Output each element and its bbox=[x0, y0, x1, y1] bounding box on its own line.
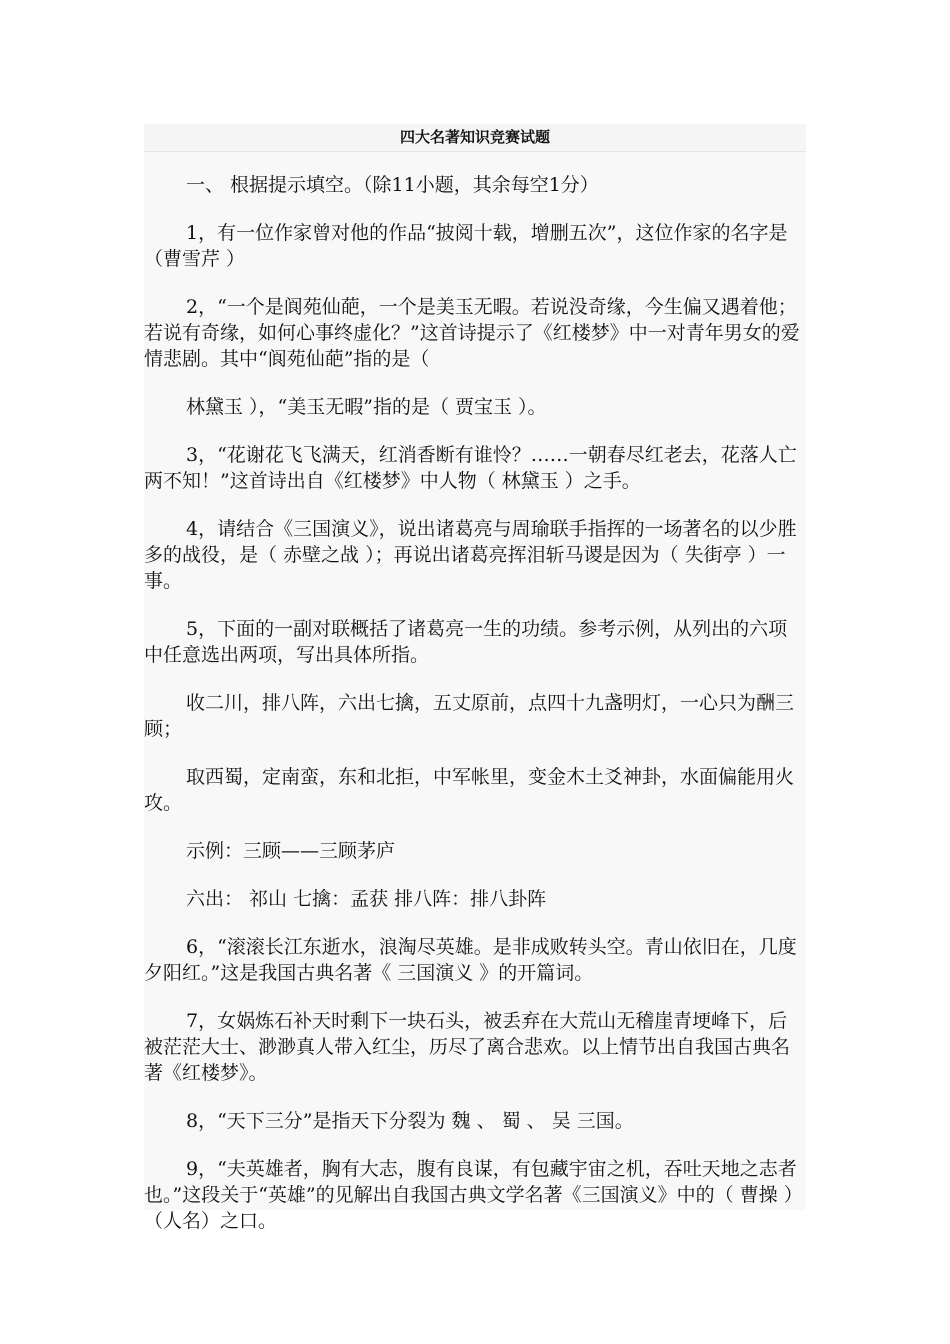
question-3: 3，“花谢花飞飞满天，红消香断有谁怜？……一朝春尽红老去，花落人亡两不知！”这首诗出自《红楼梦》中人物（ 林黛玉 ）之手。 bbox=[144, 444, 797, 492]
question-2: 2，“一个是阆苑仙葩，一个是美玉无暇。若说没奇缘，今生偏又遇着他；若说有奇缘，如何心事终虚化？”这首诗提示了《红楼梦》中一对青年男女的爱情悲剧。其中“阆苑仙葩”指的是（ bbox=[144, 296, 800, 370]
question-2-answers: 林黛玉 ），“美玉无暇”指的是（ 贾宝玉 ）。 bbox=[186, 396, 547, 418]
question-5: 5，下面的一副对联概括了诸葛亮一生的功绩。参考示例，从列出的六项中任意选出两项，写出具体所指。 bbox=[144, 618, 788, 666]
question-4: 4，请结合《三国演义》，说出诸葛亮与周瑜联手指挥的一场著名的以少胜多的战役，是（ 赤壁之战 ）；再说出诸葛亮挥泪斩马谡是因为（ 失街亭 ）一事。 bbox=[144, 518, 797, 592]
question-1: 1，有一位作家曾对他的作品“披阅十载，增删五次”，这位作家的名字是（曹雪芹 ） bbox=[144, 222, 788, 270]
document-title: 四大名著知识竞赛试题 bbox=[144, 124, 806, 152]
question-6: 6，“滚滚长江东逝水，浪淘尽英雄。是非成败转头空。青山依旧在，几度夕阳红。”这是我国古典名著《 三国演义 》的开篇词。 bbox=[144, 936, 797, 984]
document-page bbox=[144, 124, 806, 1232]
section-heading: 一、 根据提示填空。（除11小题，其余每空1分） bbox=[186, 174, 599, 196]
question-8: 8，“天下三分”是指天下分裂为 魏 、 蜀 、 吴 三国。 bbox=[186, 1110, 634, 1132]
couplet-line-1: 收二川，排八阵，六出七擒，五丈原前，点四十九盏明灯，一心只为酬三顾； bbox=[144, 692, 795, 740]
document-body bbox=[144, 152, 806, 1234]
question-7: 7，女娲炼石补天时剩下一块石头，被丢弃在大荒山无稽崖青埂峰下，后被茫茫大士、渺渺真人带入红尘，历尽了离合悲欢。以上情节出自我国古典名著《红楼梦》。 bbox=[144, 1010, 791, 1084]
couplet-line-2: 取西蜀，定南蛮，东和北拒，中军帐里，变金木土爻神卦，水面偏能用火攻。 bbox=[144, 766, 795, 814]
example-line: 示例：三顾——三顾茅庐 bbox=[186, 840, 396, 862]
answer-line: 六出： 祁山 七擒：孟获 排八阵：排八卦阵 bbox=[186, 888, 547, 910]
question-9: 9，“夫英雄者，胸有大志，腹有良谋，有包藏宇宙之机，吞吐天地之志者也。”这段关于“英雄”的见解出自我国古典文学名著《三国演义》中的（ 曹操 ）（人名）之口。 bbox=[144, 1158, 803, 1232]
